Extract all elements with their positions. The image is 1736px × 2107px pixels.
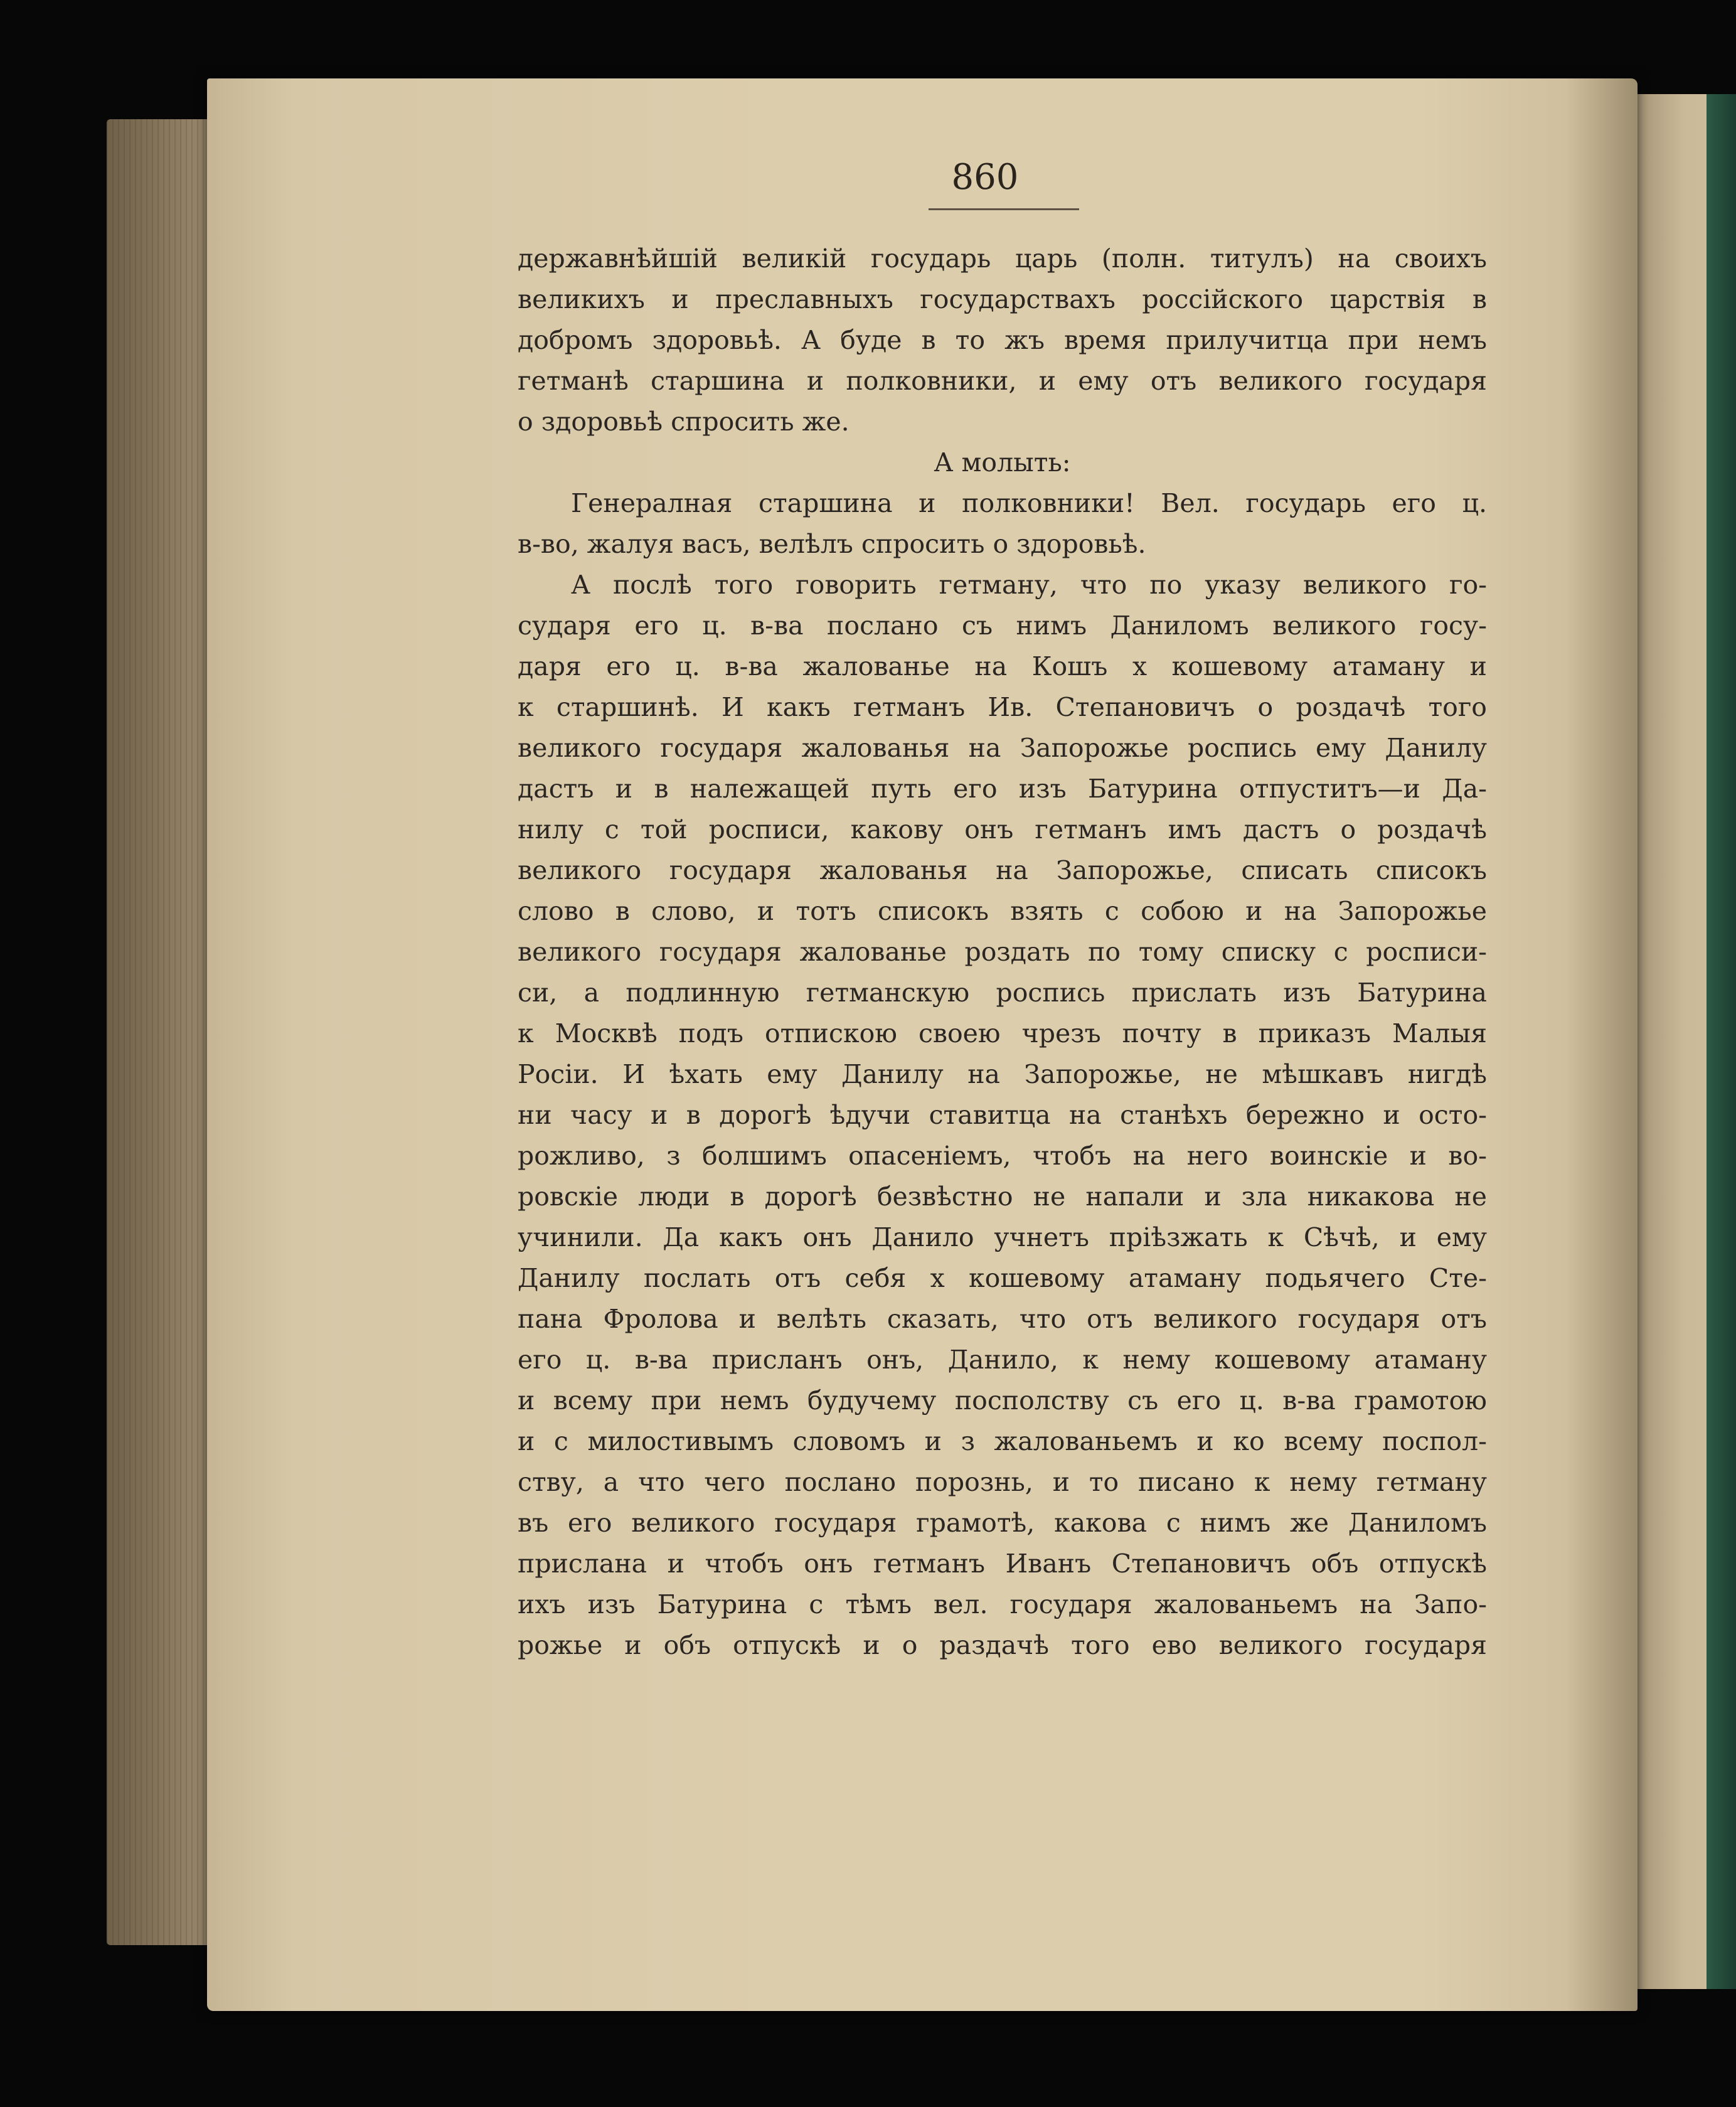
text-line: сударя его ц. в-ва послано съ нимъ Даниломъ великого госу- <box>518 611 1487 641</box>
text-line: и всему при немъ будучему посполству съ его ц. в-ва грамотою <box>518 1385 1487 1416</box>
page-text <box>518 238 1487 1666</box>
text-line: дастъ и в належащей путь его изъ Батурина отпуститъ—и Да- <box>518 774 1487 804</box>
text-line: о здоровьѣ спросить же. <box>518 407 849 437</box>
text-line: слово в слово, и тотъ списокъ взять с собою и на Запорожье <box>518 896 1487 926</box>
text-line: ни часу и в дорогѣ ѣдучи ставитца на станѣхъ бережно и осто- <box>518 1100 1487 1130</box>
text-line: гетманѣ старшина и полковники, и ему отъ великого государя <box>518 366 1487 396</box>
text-line: рожливо, з болшимъ опасеніемъ, чтобъ на него воинскіе и во- <box>518 1141 1487 1171</box>
text-line: великого государя жалованье роздать по тому списку с росписи- <box>518 937 1487 967</box>
text-line: Данилу послать отъ себя х кошевому атаману подьячего Сте- <box>518 1263 1487 1293</box>
text-line: нилу с той росписи, какову онъ гетманъ имъ дастъ о роздачѣ <box>518 814 1487 845</box>
text-line: А молыть: <box>934 447 1071 477</box>
text-line: добромъ здоровьѣ. А буде в то жъ время прилучитца при немъ <box>518 325 1487 355</box>
text-line: учинили. Да какъ онъ Данило учнетъ пріѣзжать к Сѣчѣ, и ему <box>518 1222 1487 1252</box>
text-line: державнѣйшій великій государь царь (полн. титулъ) на своихъ <box>518 243 1487 274</box>
text-line: пана Фролова и велѣть сказать, что отъ великого государя отъ <box>518 1304 1487 1334</box>
page-number: 860 <box>951 157 1019 198</box>
page-number-rule <box>929 208 1079 210</box>
text-line: великихъ и преславныхъ государствахъ россійского царствія в <box>518 284 1487 314</box>
text-line: даря его ц. в-ва жалованье на Кошъ х кошевому атаману и <box>518 651 1487 681</box>
text-line: в-во, жалуя васъ, велѣлъ спросить о здоровьѣ. <box>518 529 1146 559</box>
text-line: ровскіе люди в дорогѣ безвѣстно не напали и зла никакова не <box>518 1182 1487 1212</box>
book-cover-edge <box>1707 94 1736 1989</box>
text-line: его ц. в-ва присланъ онъ, Данило, к нему кошевому атаману <box>518 1345 1487 1375</box>
text-line: прислана и чтобъ онъ гетманъ Иванъ Степановичъ объ отпускѣ <box>518 1549 1487 1579</box>
text-line: въ его великого государя грамотѣ, какова с нимъ же Даниломъ <box>518 1508 1487 1538</box>
text-line: ихъ изъ Батурина с тѣмъ вел. государя жалованьемъ на Запо- <box>518 1589 1487 1619</box>
text-line: великого государя жалованья на Запорожье, списать списокъ <box>518 855 1487 885</box>
text-line: великого государя жалованья на Запорожье роспись ему Данилу <box>518 733 1487 763</box>
text-line: Росіи. И ѣхать ему Данилу на Запорожье, не мѣшкавъ нигдѣ <box>518 1059 1487 1089</box>
text-line: А послѣ того говорить гетману, что по указу великого го- <box>571 570 1487 600</box>
text-line: рожье и объ отпускѣ и о раздачѣ того ево великого государя <box>518 1630 1487 1660</box>
text-line: ству, а что чего послано порознь, и то писано к нему гетману <box>518 1467 1487 1497</box>
text-line: к Москвѣ подъ отпискою своею чрезъ почту в приказъ Малыя <box>518 1018 1487 1048</box>
text-line: к старшинѣ. И какъ гетманъ Ив. Степановичъ о роздачѣ того <box>518 692 1487 722</box>
text-line: Генералная старшина и полковники! Вел. государь его ц. <box>571 488 1487 518</box>
text-line: си, а подлинную гетманскую роспись прислать изъ Батурина <box>518 978 1487 1008</box>
text-line: и с милостивымъ словомъ и з жалованьемъ и ко всему поспол- <box>518 1426 1487 1456</box>
